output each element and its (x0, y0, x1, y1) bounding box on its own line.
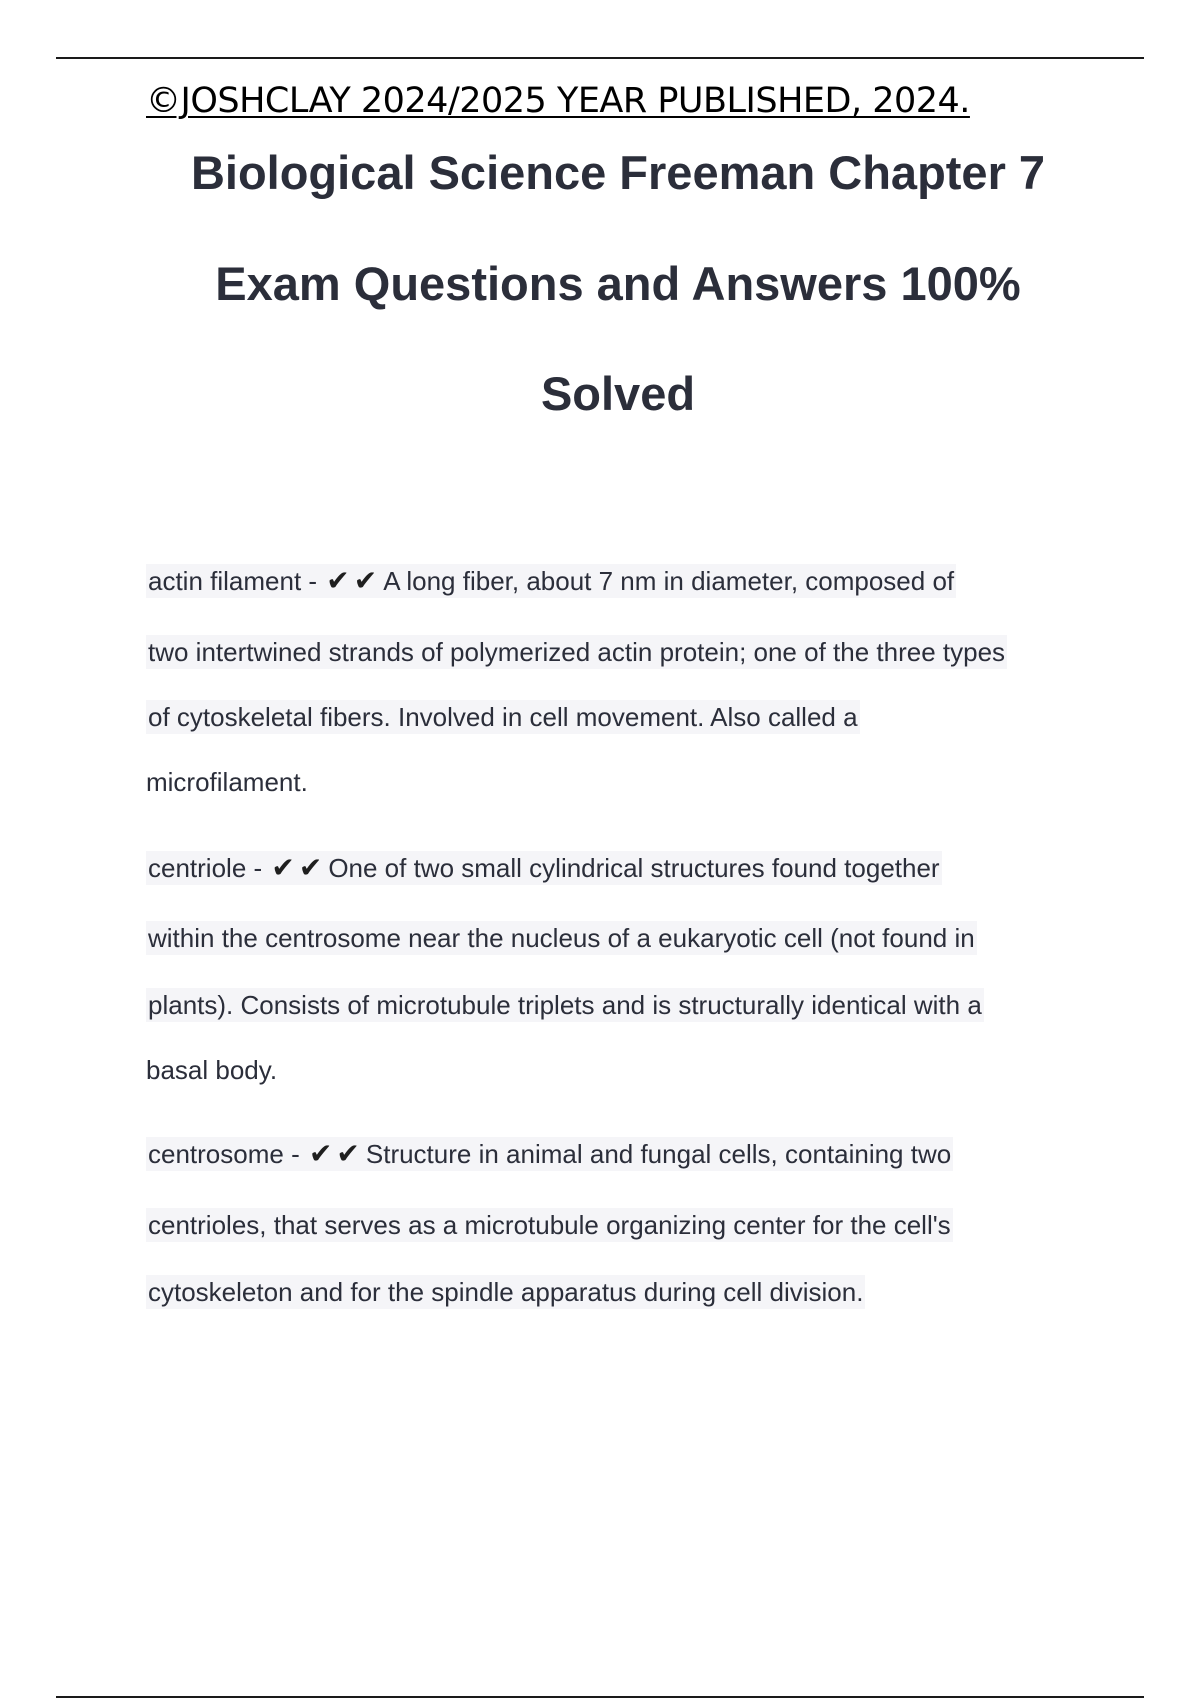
definition-line: basal body. (146, 1055, 278, 1085)
definition-line: within the centrosome near the nucleus of a eukaryotic cell (not found in (148, 923, 975, 953)
term-label: centrosome - (148, 1139, 307, 1169)
definition-line: A long fiber, about 7 nm in diameter, composed of (383, 566, 955, 596)
term-label: actin filament - (148, 566, 325, 596)
page-title-line-2: Exam Questions and Answers 100% (215, 257, 1021, 310)
term-label: centriole - (148, 853, 270, 883)
double-check-icon: ✔✔ (271, 852, 327, 883)
definition-entry-actin-filament (146, 563, 1106, 800)
definition-line: two intertwined strands of polymerized actin protein; one of the three types (148, 637, 1006, 667)
top-rule (56, 57, 1144, 59)
double-check-icon: ✔✔ (308, 1138, 364, 1169)
definition-line: of cytoskeletal fibers. Involved in cell movement. Also called a (148, 702, 858, 732)
definition-line: cytoskeleton and for the spindle apparatus during cell division. (148, 1277, 864, 1307)
bottom-rule (56, 1696, 1144, 1698)
copyright-header: ©JOSHCLAY 2024/2025 YEAR PUBLISHED, 2024. (146, 81, 970, 121)
definition-entry-centriole (146, 850, 1106, 1088)
page-title-line-3: Solved (540, 367, 696, 420)
double-check-icon: ✔✔ (326, 565, 382, 596)
definition-line: centrioles, that serves as a microtubule organizing center for the cell's (148, 1210, 951, 1240)
definition-line: Structure in animal and fungal cells, containing two (365, 1139, 952, 1169)
definition-line: microfilament. (146, 767, 308, 797)
definition-line: plants). Consists of microtubule triplets and is structurally identical with a (148, 990, 982, 1020)
page-title-line-1: Biological Science Freeman Chapter 7 (190, 146, 1046, 199)
definition-entry-centrosome (146, 1136, 1106, 1310)
definition-line: One of two small cylindrical structures found together (328, 853, 940, 883)
